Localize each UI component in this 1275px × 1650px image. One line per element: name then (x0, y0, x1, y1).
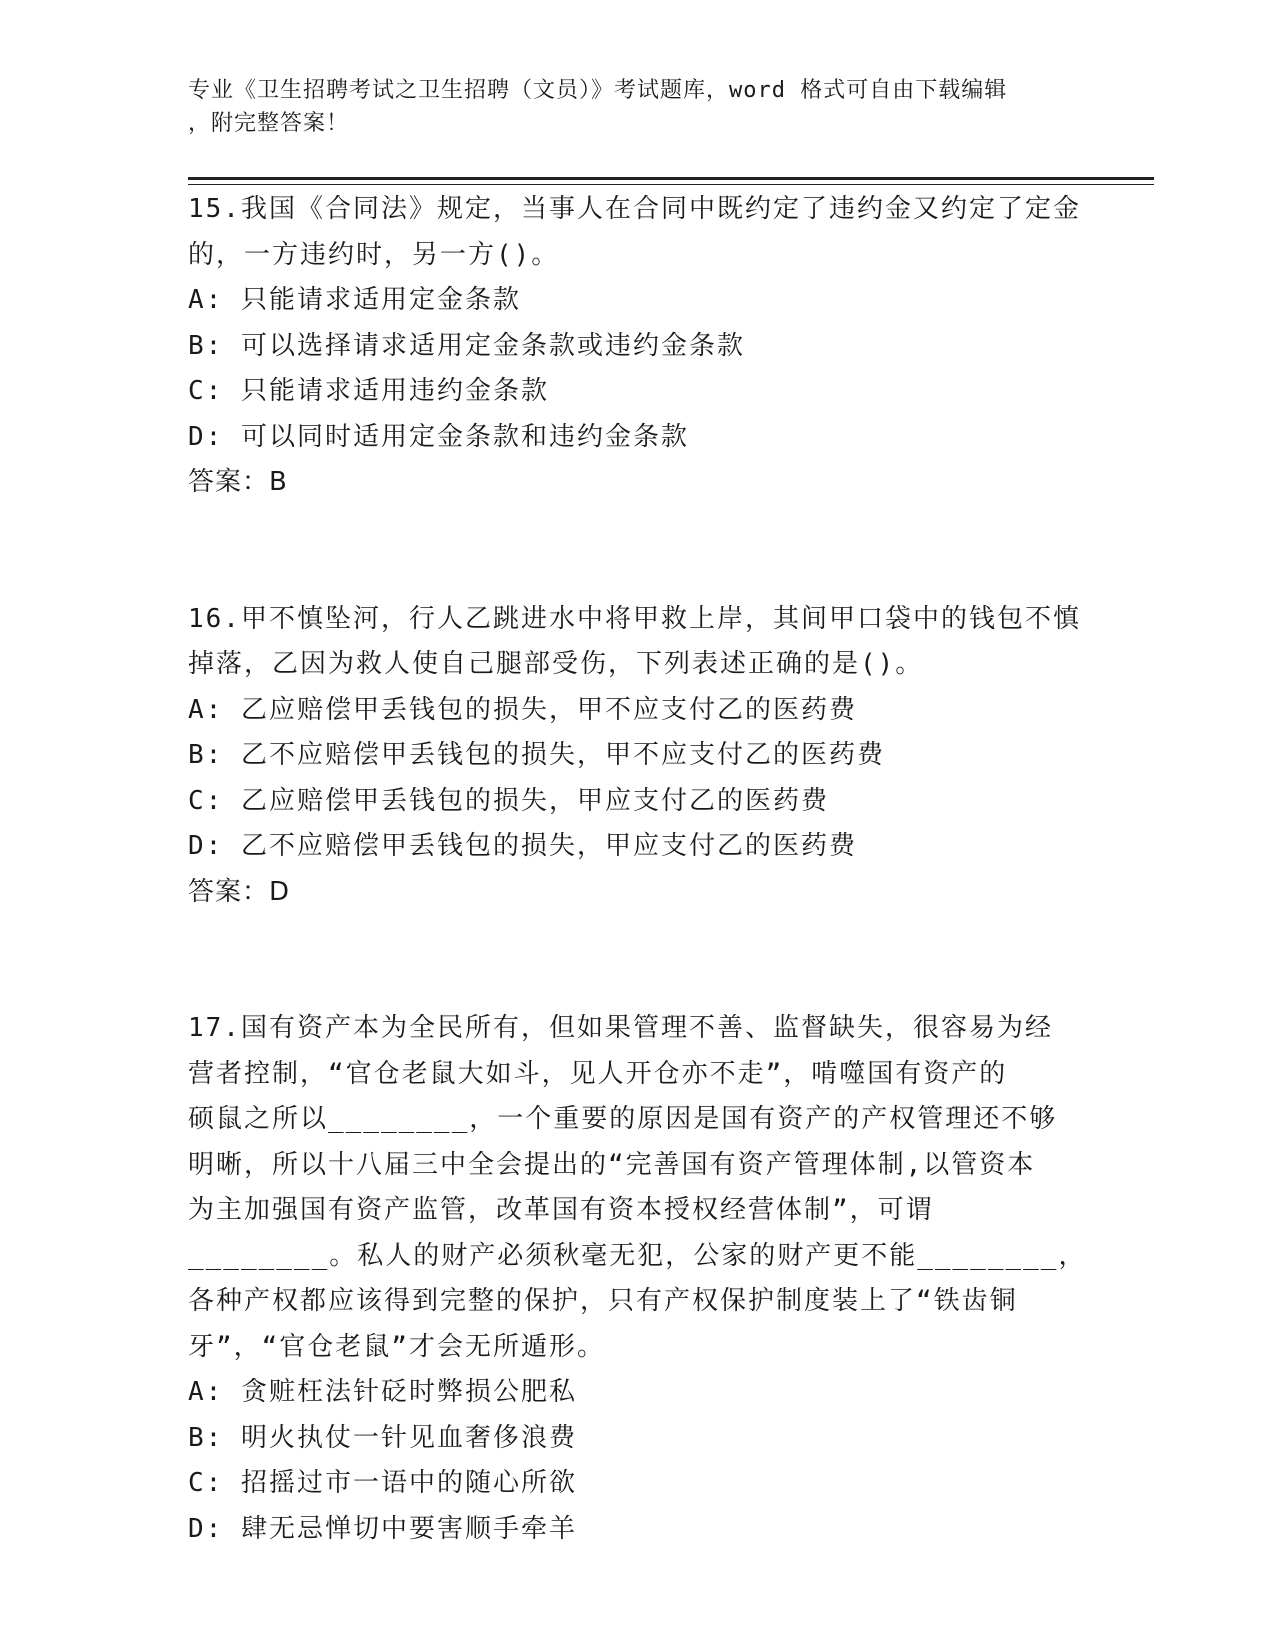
answer: 答案：D (188, 876, 291, 907)
option-d: D: 乙不应赔偿甲丢钱包的损失，甲应支付乙的医药费 (188, 831, 857, 861)
question-15 (188, 187, 1088, 506)
option-b: B: 可以选择请求适用定金条款或违约金条款 (188, 330, 745, 361)
question-stem-line: 各种产权都应该得到完整的保护，只有产权保护制度装上了“铁齿铜 (188, 1286, 1018, 1316)
header-line-2: ，附完整答案！ (188, 111, 350, 136)
option-c: C: 招摇过市一语中的随心所欲 (188, 1468, 577, 1498)
question-stem-line: 为主加强国有资产监管，改革国有资本授权经营体制”，可谓 (188, 1195, 934, 1225)
option-b: B: 明火执仗一针见血奢侈浪费 (188, 1422, 577, 1453)
question-17 (188, 1006, 1088, 1552)
question-stem-line: 牙”，“官仓老鼠”才会无所遁形。 (188, 1331, 605, 1362)
question-stem-line: 营者控制，“官仓老鼠大如斗，见人开仓亦不走”，啃噬国有资产的 (188, 1058, 1008, 1089)
header-divider-thin (188, 184, 1154, 185)
question-stem: 16.甲不慎坠河，行人乙跳进水中将甲救上岸，其间甲口袋中的钱包不慎掉落，乙因为救人使自己腿部受伤，下列表述正确的是()。 (188, 603, 1081, 679)
header-divider-thick (188, 177, 1154, 180)
question-stem-line: 明晰，所以十八届三中全会提出的“完善国有资产管理体制,以管资本 (188, 1149, 1036, 1180)
header-line-1: 专业《卫生招聘考试之卫生招聘（文员）》考试题库，word 格式可自由下载编辑 (188, 78, 1008, 103)
question-spacer (188, 506, 1088, 597)
question-stem-line: 17.国有资产本为全民所有，但如果管理不善、监督缺失，很容易为经 (188, 1013, 1053, 1043)
option-c: C: 只能请求适用违约金条款 (188, 376, 549, 406)
option-d: D: 可以同时适用定金条款和违约金条款 (188, 421, 689, 452)
option-a: A: 贪赃枉法针砭时弊损公肥私 (188, 1377, 577, 1407)
question-stem-line: ________。私人的财产必须秋毫无犯，公家的财产更不能________， (188, 1240, 1087, 1271)
page-header (188, 74, 1088, 140)
option-a: A: 只能请求适用定金条款 (188, 285, 521, 315)
option-b: B: 乙不应赔偿甲丢钱包的损失，甲不应支付乙的医药费 (188, 740, 885, 770)
question-stem-line: 硕鼠之所以________，一个重要的原因是国有资产的产权管理还不够 (188, 1104, 1058, 1134)
question-16 (188, 597, 1088, 916)
option-d: D: 肆无忌惮切中要害顺手牵羊 (188, 1513, 577, 1544)
question-list (188, 187, 1088, 1552)
option-c: C: 乙应赔偿甲丢钱包的损失，甲应支付乙的医药费 (188, 785, 829, 816)
question-stem: 15.我国《合同法》规定，当事人在合同中既约定了违约金又约定了定金的，一方违约时，另一方()。 (188, 194, 1081, 270)
answer: 答案：B (188, 467, 288, 497)
option-a: A: 乙应赔偿甲丢钱包的损失，甲不应支付乙的医药费 (188, 694, 857, 725)
question-spacer (188, 915, 1088, 1006)
